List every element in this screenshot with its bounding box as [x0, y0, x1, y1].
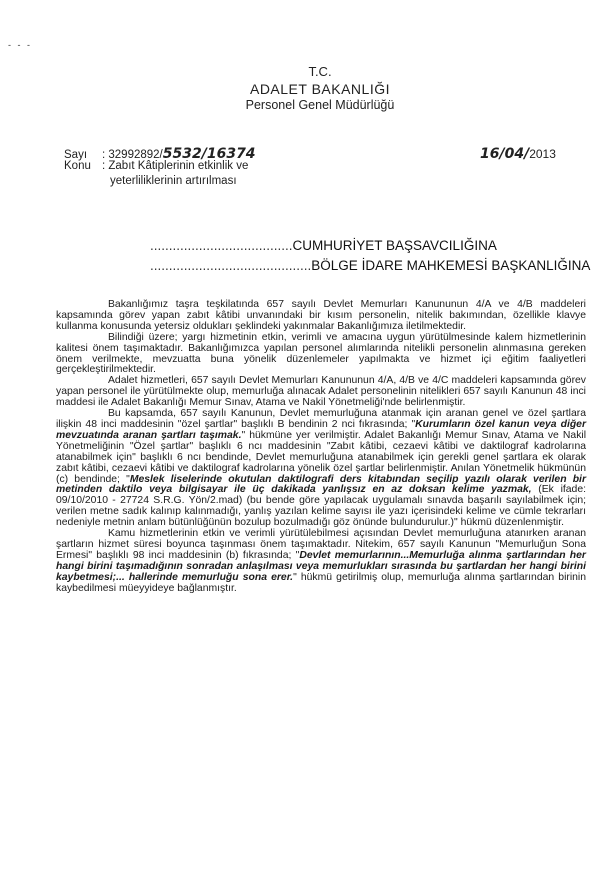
recipient-dots-1: ...................................... [150, 238, 293, 253]
konu-text-2: yeterliliklerinin artırılması [110, 175, 237, 187]
letter-body [56, 299, 589, 594]
paragraph-5-part-a: Kamu hizmetlerinin etkin ve verimli yürütülebilmesi açısından Devlet memurluğuna atanırken aranan şartların hizmet süresi boyunca taşınması önem taşımaktadır. Nitekim, 657 sayılı Kanunun "Memurluğun Sona Ermesi" başlıklı 98 inci maddesinin (b) fıkrasında; " [56, 528, 589, 561]
konu-text-1: : Zabıt Kâtiplerinin etkinlik ve [102, 160, 249, 172]
konu-label: Konu [64, 160, 91, 172]
paragraph-5 [56, 528, 589, 594]
header-ministry: ADALET BAKANLIĞI [249, 81, 390, 97]
recipient-1-text: CUMHURİYET BAŞSAVCILIĞINA [292, 238, 497, 253]
date-handwritten: 16/04/ [480, 146, 530, 162]
recipient-2 [150, 258, 590, 273]
date-printed: 2013 [529, 147, 556, 161]
document-date [480, 146, 556, 162]
recipient-1 [150, 238, 497, 253]
paragraph-4 [56, 408, 589, 529]
header-directorate: Personel Genel Müdürlüğü [245, 98, 395, 112]
sayi-label: Sayı [64, 149, 88, 161]
paragraph-1: Bakanlığımız taşra teşkilatında 657 sayılı Devlet Memurları Kanununun 4/A ve 4/B maddeleri kapsamında görev yapan zabıt kâtibi unvanındaki bir kısım personelin, nitelik bakımından, özellikle klavye kullanma konusunda yetersiz oldukları şeklindeki yakınmalar Bakanlığımıza iletilmektedir. [56, 299, 589, 332]
paragraph-4-quote-1: Kurumların özel kanun veya diğer mevzuatında aranan şartları taşımak. [56, 418, 589, 441]
header-tc: T.C. [308, 64, 332, 79]
recipient-2-text: BÖLGE İDARE MAHKEMESİ BAŞKANLIĞINA [311, 258, 591, 273]
sayi-printed: : 32992892/ [102, 149, 163, 161]
paragraph-4-part-a: Bu kapsamda, 657 sayılı Kanunun, Devlet memurluğuna atanmak için aranan genel ve özel şartlara ilişkin 48 inci maddesinin "özel şartlar" başlıklı B bendinin 2 nci fıkrasında; " [56, 408, 589, 430]
paragraph-4-quote-2: Meslek liselerinde okutulan daktilografi ders kitabından seçilip yazılı olarak verilen bir metinden daktilo veya bilgisayar ile üç dakikada yanlışsız en az doksan kelime yazmak, [56, 473, 589, 496]
paragraph-3: Adalet hizmetleri, 657 sayılı Devlet Memurları Kanununun 4/A, 4/B ve 4/C maddeleri kapsamında görev yapan personel ile yürütülmekte olup, memurluğa alınacak Adalet personelinin nitelikleri 657 sayılı Kanunun 48 inci maddesi ile Adalet Bakanlığı Memur Sınav, Atama ve Nakil Yönetmeliği'nde belirlenmiştir. [56, 375, 589, 409]
corner-mark: - - - [8, 40, 32, 50]
sayi-handwritten: 5532/16374 [162, 146, 256, 162]
paragraph-4-part-e: (Ek ifade: 09/10/2010 - 27724 S.R.G. Yön/2.mad) (bu bende göre yapılacak uygulamalı sınavda başarılı sayılabilmek için; verilen metne sadık kalınıp kalınmadığı, yanlış yazılan kelime sayısı ile yazı içerisindeki kelime ve cümle tekrarları nedeniyle metnin anlam bütünlüğünün bozulup bozulmadığı göz önünde bulundurulur.)" hükmü düzenlenmiştir. [56, 484, 589, 529]
paragraph-5-part-c: " hükmü getirilmiş olup, memurluğa alınma şartlarından birinin kaybedilmesi müeyyideye bağlanmıştır. [56, 571, 589, 594]
paragraph-4-part-c: " hükmüne yer verilmiştir. Adalet Bakanlığı Memur Sınav, Atama ve Nakil Yönetmeliğinin "Özel şartlar" başlıklı 6 ncı maddesinin "Zabıt kâtibi, cezaevi kâtibi ve daktilograf kadrolarına atanabilmek için" başlıklı 6 ncı bendinde, Devlet memurluğuna atanabilmek için gerekli genel şartlara ek olarak zabıt kâtibi, cezaevi kâtibi ve daktilograf kadrolarına yönelik özel şartlar belirlenmiştir. Anılan Yönetmelik hükmünün (c) bendinde; " [56, 429, 589, 485]
paragraph-5-quote: Devlet memurlarının...Memurluğa alınma şartlarından her hangi birini taşımadığının sonradan anlaşılması veya memurlukları sırasında bu şartlardan her hangi birini kaybetmesi;... hallerinde memurluğu sona erer. [56, 549, 589, 583]
recipient-dots-2: ........................................... [150, 258, 312, 273]
konu-line [64, 160, 248, 172]
paragraph-2: Bilindiği üzere; yargı hizmetinin etkin, verimli ve amacına uygun yürütülmesinde kalem hizmetlerinin kalitesi önem taşımaktadır. Bakanlığımızca yapılan personel alımlarında nitelikli personelin alınmasına gereken önem verilmekte, mevzuatta buna yönelik düzenlemeler yapılmakta ve hizmet içi eğitim faaliyetleri gerçekleştirilmektedir. [56, 331, 589, 376]
